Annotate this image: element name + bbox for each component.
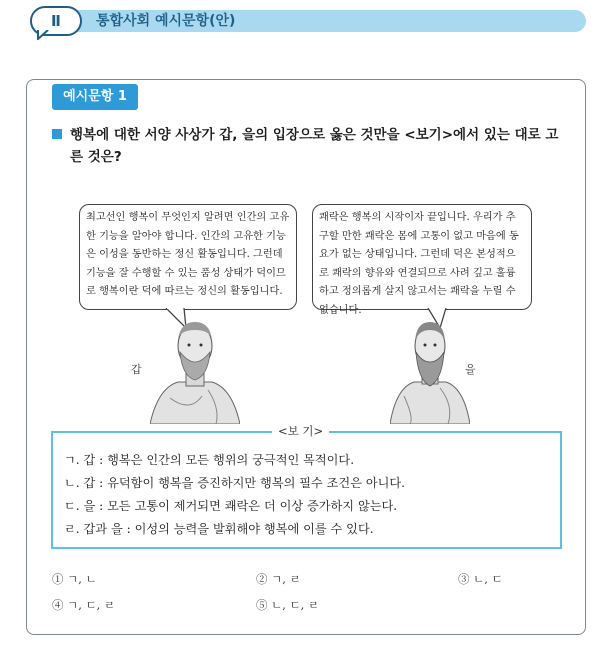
section-number-badge: Ⅱ <box>30 6 82 36</box>
bogi-item-1: ㄱ. 갑 : 행복은 인간의 모든 행위의 궁극적인 목적이다. <box>64 453 355 467</box>
choice-3[interactable]: ③ ㄴ, ㄷ <box>458 572 503 586</box>
choice-1[interactable]: ① ㄱ, ㄴ <box>52 572 97 586</box>
bogi-item-3: ㄷ. 을 : 모든 고통이 제거되면 쾌락은 더 이상 증가하지 않는다. <box>64 499 398 513</box>
choice-2[interactable]: ② ㄱ, ㄹ <box>256 572 301 586</box>
bogi-item-2: ㄴ. 갑 : 유덕함이 행복을 증진하지만 행복의 필수 조건은 아니다. <box>64 476 406 490</box>
header-title: 통합사회 예시문항(안) <box>96 13 236 29</box>
question-bullet-icon <box>52 129 62 139</box>
badge-tail-icon <box>36 30 50 40</box>
bogi-item-4: ㄹ. 갑과 을 : 이성의 능력을 발휘해야 행복에 이를 수 있다. <box>64 522 374 536</box>
question-tab-label: 예시문항 1 <box>52 84 138 110</box>
bogi-title: <보 기> <box>272 423 329 439</box>
figure-label-gap: 갑 <box>131 363 142 376</box>
speech-bubble-gap: 최고선인 행복이 무엇인지 알려면 인간의 고유한 기능을 알아야 합니다. 인간의 고유한 기능은 이성을 동반하는 정신 활동입니다. 그런데 기능을 잘 수행할 수 있는 품성 상태가 덕이므로 행복이란 덕에 따르는 정신의 활동입니다. <box>79 204 297 310</box>
choice-4[interactable]: ④ ㄱ, ㄷ, ㄹ <box>52 598 116 612</box>
figure-label-eul: 을 <box>465 363 476 376</box>
philosopher-eul-bust-icon <box>390 318 470 424</box>
speech-bubble-eul: 쾌락은 행복의 시작이자 끝입니다. 우리가 추구할 만한 쾌락은 몸에 고통이 없고 마음에 동요가 없는 상태입니다. 그런데 덕은 본성적으로 쾌락의 향유와 연결되므로 사려 깊고 훌륭하고 정의롭게 살지 않고서는 쾌락을 누릴 수 없습니다. <box>312 204 532 310</box>
question-text: 행복에 대한 서양 사상가 갑, 을의 입장으로 옳은 것만을 <보기>에서 있는 대로 고른 것은? <box>70 127 559 165</box>
philosopher-gap-bust-icon <box>150 318 240 424</box>
choice-5[interactable]: ⑤ ㄴ, ㄷ, ㄹ <box>256 598 320 612</box>
